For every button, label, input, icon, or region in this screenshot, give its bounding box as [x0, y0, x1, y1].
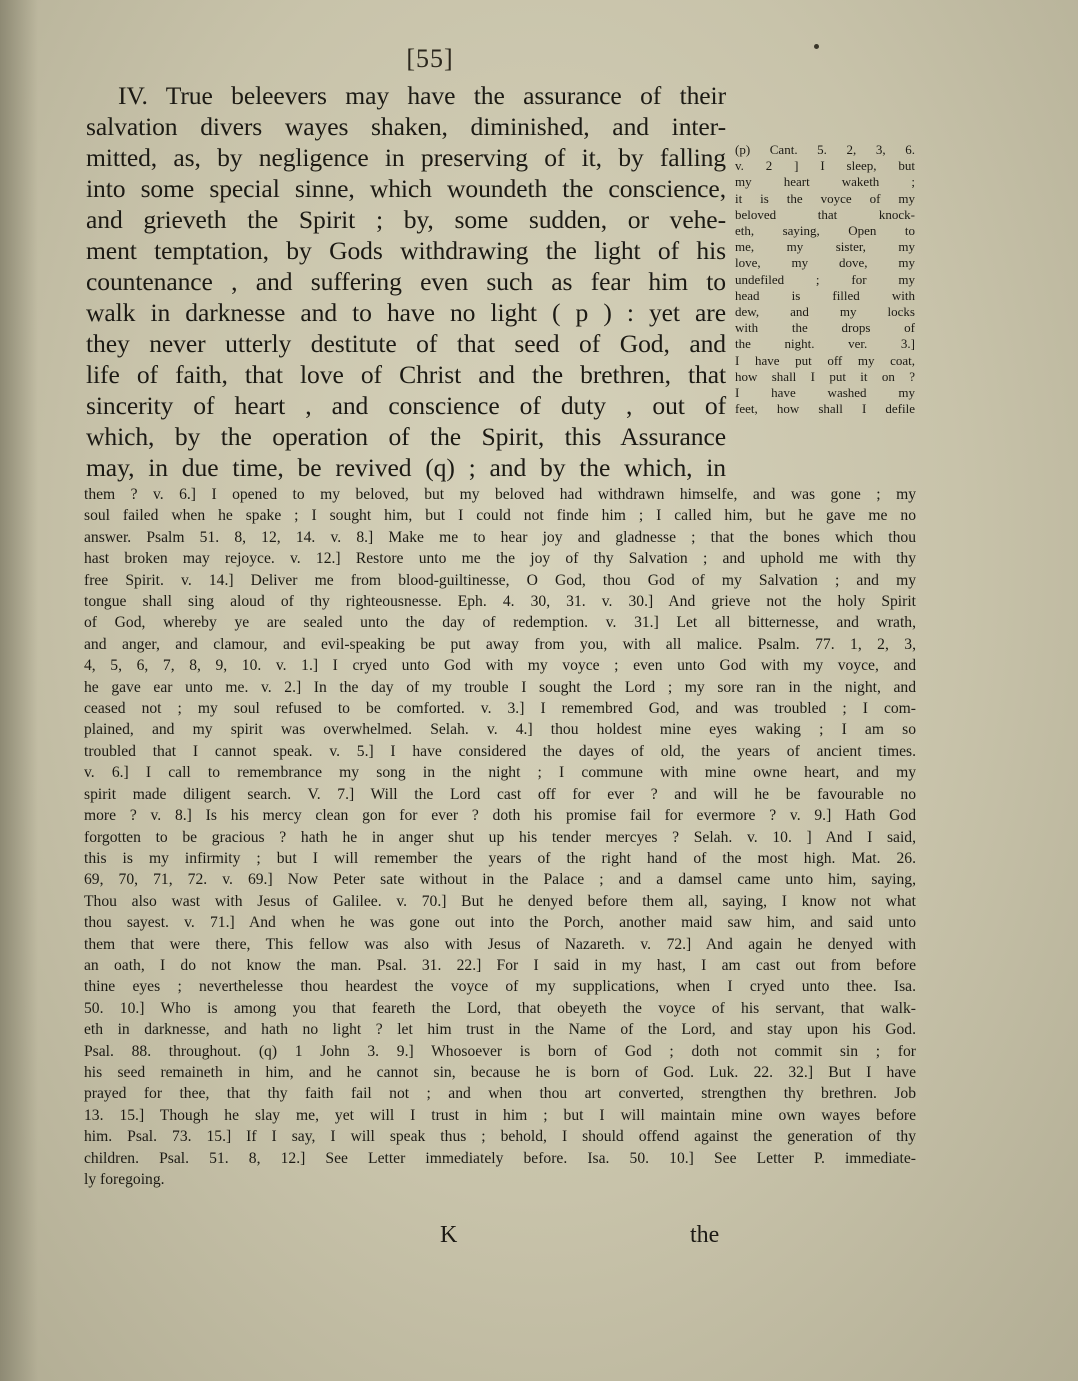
footnote-line: tongue shall sing aloud of thy righteousnesse. Eph. 4. 30, 31. v. 30.] And grieve not the holy Spirit	[84, 593, 916, 611]
footnote-line: free Spirit. v. 14.] Deliver me from blood-guiltinesse, O God, thou God of my Salvation ; and my	[84, 571, 916, 589]
main-line: salvation divers wayes shaken, diminished, and inter-	[86, 112, 726, 141]
footnote-line: Psal. 88. throughout. (q) 1 John 3. 9.] Whosoever is born of God ; doth not commit sin ; for	[84, 1042, 916, 1060]
footnote-line: of God, whereby ye are sealed unto the day of redemption. v. 31.] Let all bitternesse, and wrath,	[84, 614, 916, 632]
footnote-line: more ? v. 8.] Is his mercy clean gon for ever ? doth his promise fail for evermore ? v. 9.] Hath God	[84, 807, 916, 825]
margin-line: the night. ver. 3.]	[735, 336, 915, 352]
footnote-line: thine eyes ; neverthelesse thou heardest the voyce of my supplications, when I cryed unto thee. Isa.	[84, 978, 916, 996]
footnote-line: 69, 70, 71, 72. v. 69.] Now Peter sate without in the Palace ; and a damsel came unto him, saying,	[84, 871, 916, 889]
footnote-line: he gave ear unto me. v. 2.] In the day of my trouble I sought the Lord ; my sore ran in the night, and	[84, 678, 916, 696]
catchword: the	[690, 1222, 720, 1248]
ink-speck	[814, 44, 819, 49]
main-line: life of faith, that love of Christ and the brethren, that	[86, 360, 726, 389]
main-line: which, by the operation of the Spirit, this Assurance	[86, 422, 726, 451]
main-line: IV. True beleevers may have the assurance of their	[118, 81, 726, 110]
footnote-line: spirit made diligent search. V. 7.] Will the Lord cast off for ever ? and will he be favourable no	[84, 785, 916, 803]
footnote-line: them that were there, This fellow was also with Jesus of Nazareth. v. 72.] And again he denyed with	[84, 935, 916, 953]
margin-line: eth, saying, Open to	[735, 223, 915, 239]
main-line: mitted, as, by negligence in preserving of it, by falling	[86, 143, 726, 172]
main-paragraph	[86, 80, 726, 483]
footnote-line: his seed remaineth in him, and he cannot sin, because he is born of God. Luk. 22. 32.] But I have	[84, 1063, 916, 1081]
footnote-line: answer. Psalm 51. 8, 12, 14. v. 8.] Make me to hear joy and gladnesse ; that the bones which thou	[84, 528, 916, 546]
footnote-line: 50. 10.] Who is among you that feareth the Lord, that obeyeth the voyce of his servant, that walk-	[84, 999, 916, 1017]
footnote-line: and anger, and clamour, and evil-speaking be put away from you, with all malice. Psalm. 77. 1, 2, 3,	[84, 635, 916, 653]
margin-line: beloved that knock-	[735, 206, 915, 222]
footnote-line: this is my infirmity ; but I will remember the years of the right hand of the most high. Mat. 26.	[84, 849, 916, 867]
footnote-line: an oath, I do not know the man. Psal. 31. 22.] For I said in my hast, I am cast out from before	[84, 956, 916, 974]
margin-line: dew, and my locks	[735, 304, 915, 320]
main-line: sincerity of heart , and conscience of duty , out of	[86, 391, 726, 420]
footnote-line: children. Psal. 51. 8, 12.] See Letter immediately before. Isa. 50. 10.] See Letter P. immediate-	[84, 1149, 916, 1167]
main-line: may, in due time, be revived (q) ; and by the which, in	[86, 453, 726, 482]
footnote-line: soul failed when he spake ; I sought him, but I could not finde him ; I called him, but he gave me no	[84, 507, 916, 525]
margin-line: I have put off my coat,	[735, 352, 915, 368]
margin-line: I have washed my	[735, 385, 915, 401]
margin-line: how shall I put it on ?	[735, 368, 915, 384]
main-line: and grieveth the Spirit ; by, some sudden, or vehe-	[86, 205, 726, 234]
main-line: countenance , and suffering even such as fear him to	[86, 267, 726, 296]
footnote-line: 13. 15.] Though he slay me, yet will I trust in him ; but I will maintain mine own wayes before	[84, 1106, 916, 1124]
spine-shadow	[0, 0, 38, 1381]
margin-line: undefiled ; for my	[735, 271, 915, 287]
footnote-line: prayed for thee, that thy faith fail not ; and when thou art converted, strengthen thy brethren. Job	[84, 1085, 916, 1103]
footnote-line: them ? v. 6.] I opened to my beloved, but my beloved had withdrawn himselfe, and was gone ; my	[84, 486, 916, 503]
margin-line: v. 2 ] I sleep, but	[735, 158, 915, 174]
margin-line: love, my dove, my	[735, 255, 915, 271]
footnote-line: v. 6.] I call to remembrance my song in the night ; I commune with mine owne heart, and my	[84, 764, 916, 782]
footnote-block	[84, 484, 916, 1190]
margin-line: my heart waketh ;	[735, 174, 915, 190]
main-line: ment temptation, by Gods withdrawing the light of his	[86, 236, 726, 265]
margin-line: me, my sister, my	[735, 239, 915, 255]
main-line: they never utterly destitute of that seed of God, and	[86, 329, 726, 358]
main-line: walk in darknesse and to have no light ( p ) : yet are	[86, 298, 726, 327]
footnote-line: thou sayest. v. 71.] And when he was gone out into the Porch, another maid saw him, and said unto	[84, 914, 916, 932]
margin-line: head is filled with	[735, 287, 915, 303]
footnote-line: hast broken may rejoyce. v. 12.] Restore unto me the joy of thy Salvation ; and uphold me with thy	[84, 550, 916, 568]
margin-line: feet, how shall I defile	[735, 401, 915, 417]
footnote-line: eth in darknesse, and hath no light ? let him trust in the Name of the Lord, and stay upon his God.	[84, 1021, 916, 1039]
footnote-line: him. Psal. 73. 15.] If I say, I will speak thus ; behold, I should offend against the generation of thy	[84, 1128, 916, 1146]
page-number: [55]	[406, 44, 454, 73]
margin-note	[735, 142, 915, 417]
signature-mark: K	[440, 1222, 458, 1248]
margin-line: (p) Cant. 5. 2, 3, 6.	[735, 142, 915, 157]
margin-line: it is the voyce of my	[735, 190, 915, 206]
footnote-line: Thou also wast with Jesus of Galilee. v. 70.] But he denyed before them all, saying, I know not what	[84, 892, 916, 910]
footnote-line: ly foregoing.	[84, 1171, 165, 1188]
footnote-line: ceased not ; my soul refused to be comforted. v. 3.] I remembred God, and was troubled ; I com-	[84, 700, 916, 718]
margin-line: with the drops of	[735, 320, 915, 336]
footnote-line: troubled that I cannot speak. v. 5.] I have considered the dayes of old, the years of ancient times.	[84, 742, 916, 760]
footnote-line: plained, and my spirit was overwhelmed. Selah. v. 4.] thou holdest mine eyes waking ; I am so	[84, 721, 916, 739]
footnote-line: 4, 5, 6, 7, 8, 9, 10. v. 1.] I cryed unto God with my voyce ; even unto God with my voyce, and	[84, 657, 916, 675]
footnote-line: forgotten to be gracious ? hath he in anger shut up his tender mercyes ? Selah. v. 10. ] And I said,	[84, 828, 916, 846]
main-line: into some special sinne, which woundeth the conscience,	[86, 174, 726, 203]
